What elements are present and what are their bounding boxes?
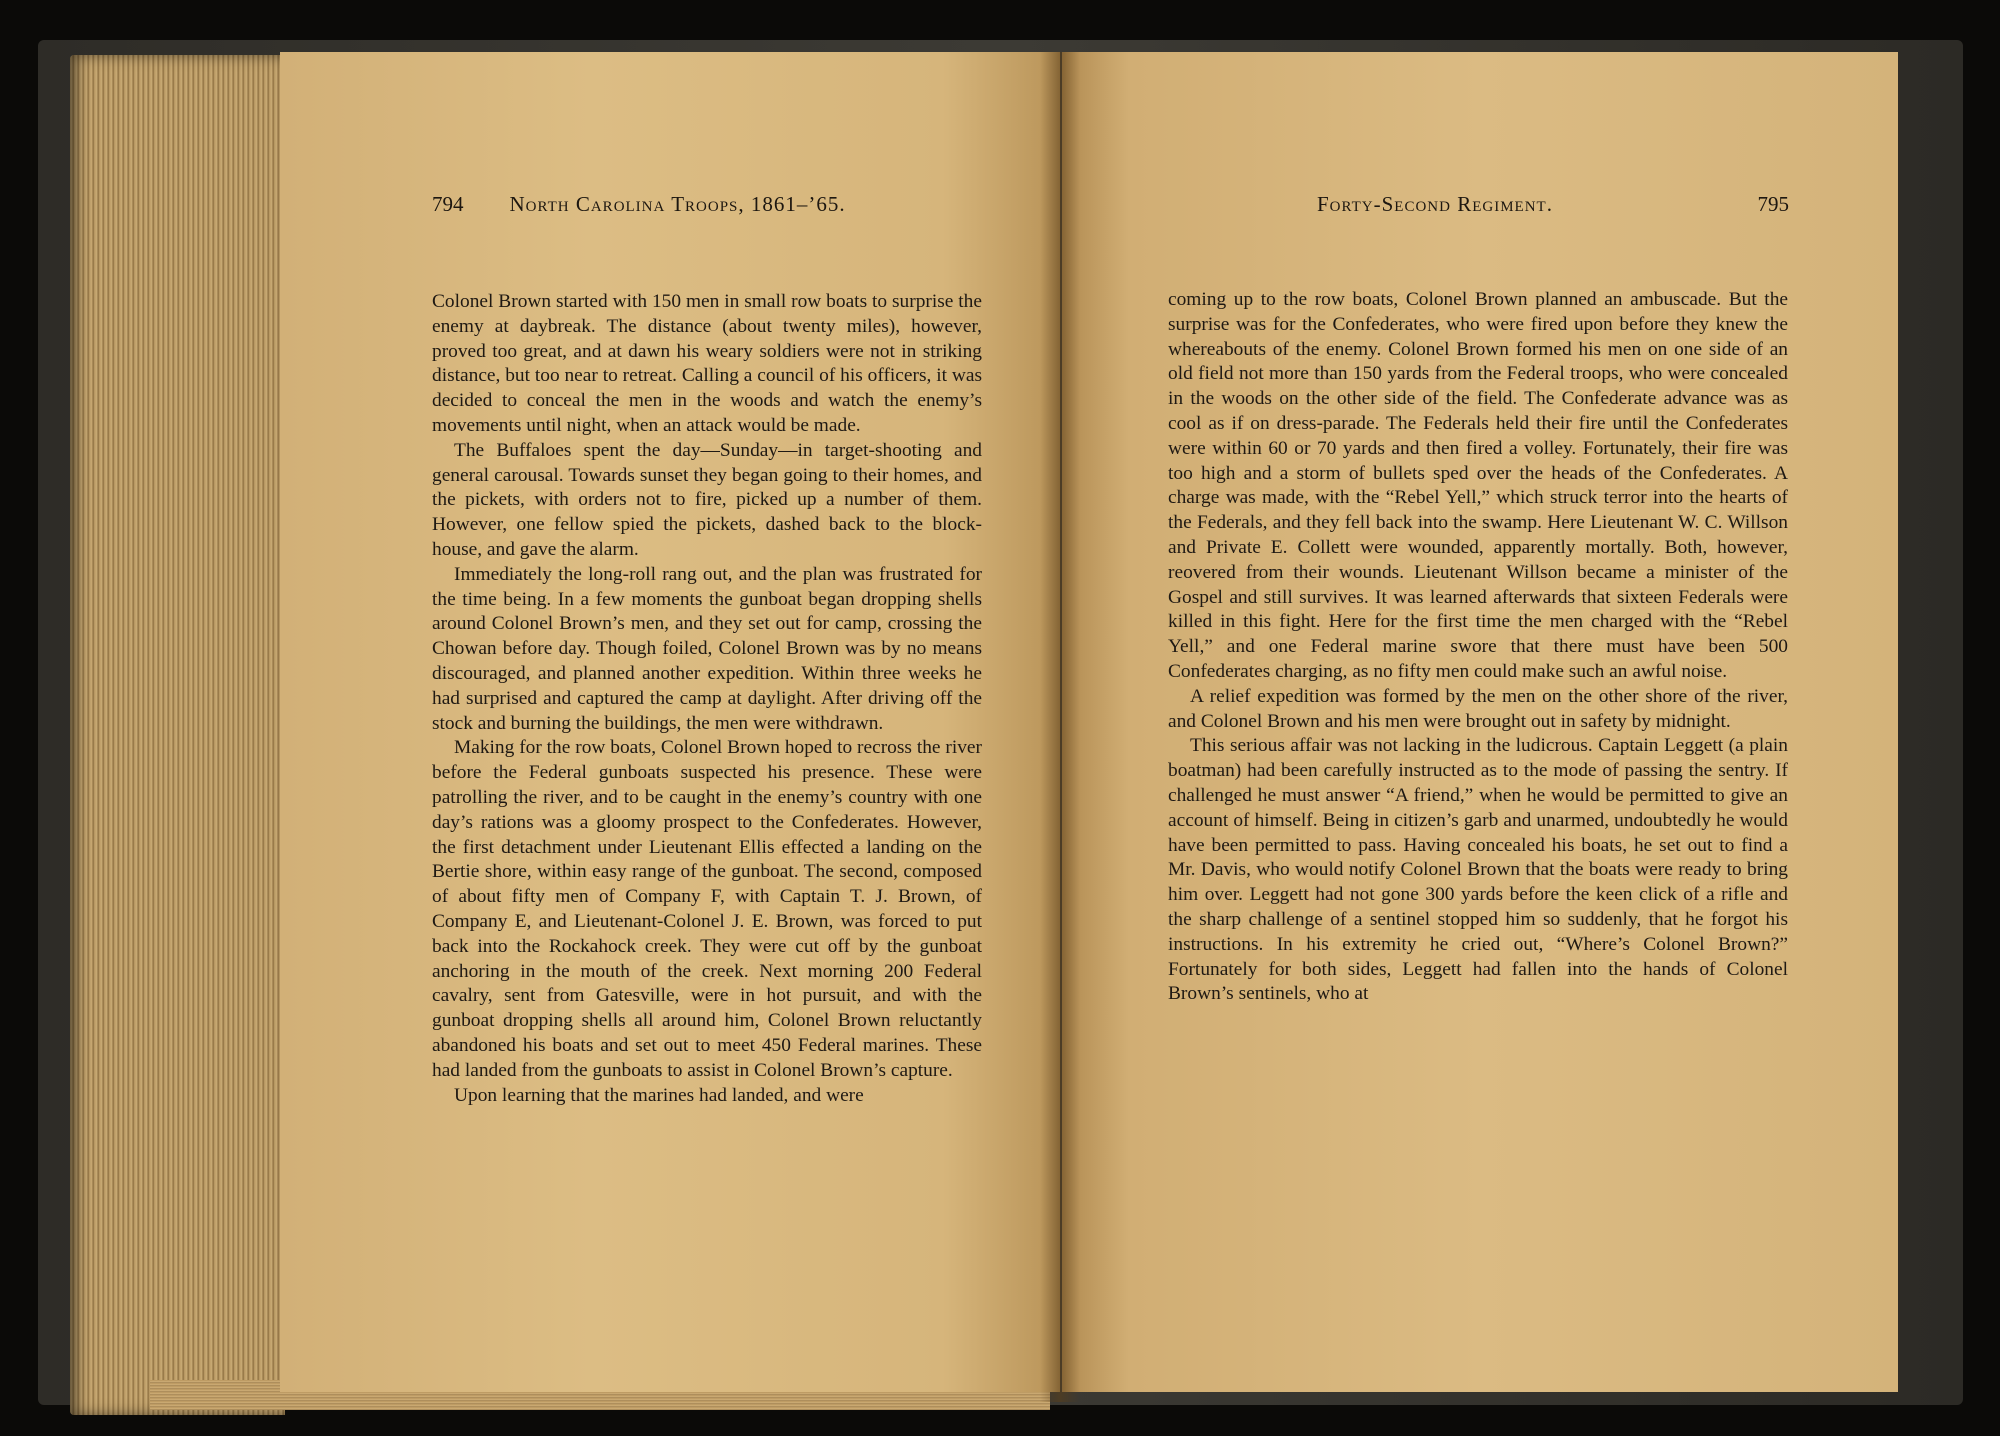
paragraph: This serious affair was not lacking in the ludicrous. Captain Leggett (a plain boatman) had been carefully instructed as to the mode of passing the sentry. If challenged he must answer “A friend,” when he would be permitted to give an account of himself. Being in citizen’s garb and unarmed, undoubtedly he would have been permitted to pass. Having concealed his boats, he set out to find a Mr. Davis, who would notify Colonel Brown that the boats were ready to bring him over. Leggett had not gone 300 yards before the keen click of a rifle and the sharp challenge of a sentinel stopped him so suddenly, that he forgot his instructions. In his extremity he cried out, “Where’s Colonel Brown?” Fortunately for both sides, Leggett had fallen into the hands of Colonel Brown’s sentinels, who at — [1168, 735, 1788, 1005]
left-running-head — [432, 192, 932, 232]
paragraph: The Buffaloes spent the day—Sunday—in target-shooting and general carousal. Towards sunset they began going to their homes, and the pickets, with orders not to fire, picked up a number of them. However, one fellow spied the pickets, dashed back to the block-house, and gave the alarm. — [432, 439, 982, 560]
paragraph: Making for the row boats, Colonel Brown hoped to recross the river before the Federal gunboats suspected his presence. These were patrolling the river, and to be caught in the enemy’s country with one day’s rations was a gloomy prospect to the Confederates. However, the first detachment under Lieutenant Ellis effected a landing on the Bertie shore, within easy range of the gunboat. The second, composed of about fifty men of Company F, with Captain T. J. Brown, of Company E, and Lieutenant-Colonel J. E. Brown, was forced to put back into the Rockahock creek. They were cut off by the gunboat anchoring in the mouth of the creek. Next morning 200 Federal cavalry, sent from Gatesville, were in hot pursuit, and with the gunboat dropping shells all around him, Colonel Brown reluctantly abandoned his boats and set out to meet 450 Federal marines. These had landed from the gunboats to assist in Colonel Brown’s capture. — [432, 737, 982, 1081]
right-page-number: 795 — [1757, 192, 1789, 216]
left-body-text — [432, 290, 982, 1108]
paragraph: Upon learning that the marines had landed, and were — [454, 1084, 864, 1106]
left-page — [280, 52, 1060, 1392]
right-body-text — [1168, 288, 1788, 1007]
right-page — [1062, 52, 1898, 1392]
left-page-number: 794 — [432, 192, 464, 216]
right-running-head — [1317, 192, 1789, 232]
paragraph: Immediately the long-roll rang out, and the plan was frustrated for the time being. In a few moments the gunboat began dropping shells around Colonel Brown’s men, and they set out for camp, crossing the Chowan before day. Though foiled, Colonel Brown was by no means discouraged, and planned another expedition. Within three weeks he had surprised and captured the camp at daylight. After driving off the stock and burning the buildings, the men were withdrawn. — [432, 563, 982, 734]
paragraph: Colonel Brown started with 150 men in small row boats to surprise the enemy at daybreak. The distance (about twenty miles), however, proved too great, and at dawn his weary soldiers were not in striking distance, but too near to retreat. Calling a council of his officers, it was decided to conceal the men in the woods and watch the enemy’s movements until night, when an attack would be made. — [432, 291, 982, 436]
paragraph: coming up to the row boats, Colonel Brown planned an ambuscade. But the surprise was for the Confederates, who were fired upon before they knew the whereabouts of the enemy. Colonel Brown formed his men on one side of an old field not more than 150 yards from the Federal troops, who were concealed in the woods on the other side of the field. The Confederate advance was as cool as if on dress-parade. The Federals held their fire until the Confederates were within 60 or 70 yards and then fired a volley. Fortunately, their fire was too high and a storm of bullets sped over the heads of the Confederates. A charge was made, with the “Rebel Yell,” which struck terror into the hearts of the Federals, and they fell back into the swamp. Here Lieutenant W. C. Willson and Private E. Collett were wounded, apparently mortally. Both, however, reovered from their wounds. Lieutenant Willson became a minister of the Gospel and still survives. It was learned afterwards that sixteen Federals were killed in this fight. Here for the first time the men charged with the “Rebel Yell,” and one Federal marine swore that there must have been 500 Confederates charging, as no fifty men could make such an awful noise. — [1168, 289, 1788, 682]
page-edges-stack — [70, 55, 285, 1415]
right-running-title: Forty-Second Regiment. — [1317, 192, 1553, 216]
left-running-title: North Carolina Troops, 1861–’65. — [509, 192, 846, 216]
paragraph: A relief expedition was formed by the men on the other shore of the river, and Colonel Brown and his men were brought out in safety by midnight. — [1168, 685, 1788, 732]
